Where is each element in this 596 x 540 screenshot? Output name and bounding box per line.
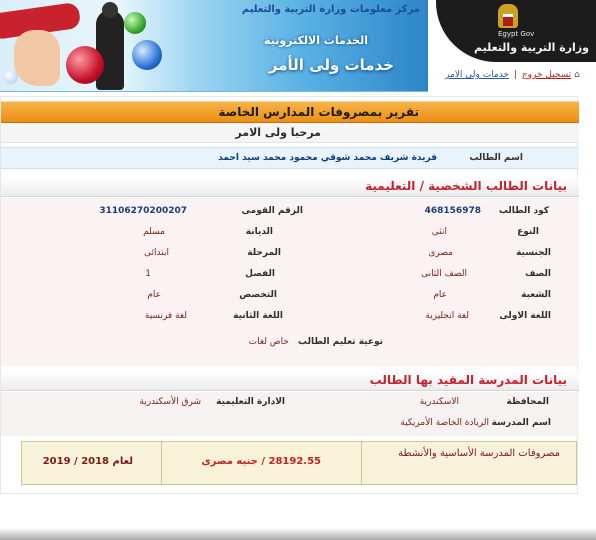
top-nav-links [445, 70, 584, 80]
white-orb-icon [4, 70, 18, 84]
division-label: الشعبة [521, 290, 551, 300]
green-orb-icon [124, 12, 146, 34]
personal-info-panel [1, 198, 579, 366]
national-id-label: الرقم القومى [241, 206, 303, 216]
welcome-bar [1, 123, 579, 143]
religion-value: مسلم [143, 227, 165, 237]
banner-org-text: مركز معلومات وزارة التربية والتعليم [241, 4, 420, 15]
fees-year-cell [22, 442, 162, 484]
ministry-name: وزارة التربية والتعليم [474, 41, 589, 54]
division-value: عام [433, 290, 447, 300]
first-language-label: اللغة الاولى [499, 311, 551, 321]
gender-value: انثى [431, 227, 447, 237]
governorate-value: الاسكندرية [419, 397, 459, 407]
fees-label-cell [362, 442, 576, 484]
banner-person-graphic [96, 10, 124, 90]
report-title: تقرير بمصروفات المدارس الخاصة [218, 105, 419, 119]
banner-hand-graphic [14, 30, 60, 86]
student-name-row [1, 147, 579, 169]
school-section-title: بيانات المدرسة المقيد بها الطالب [369, 373, 567, 387]
fees-summary-box [21, 441, 577, 485]
school-name-label: اسم المدرسة [491, 418, 551, 428]
second-language-label: اللغة الثانية [233, 311, 283, 321]
grade-value: الصف الثانى [421, 269, 467, 279]
fees-report [0, 96, 578, 494]
grade-label: الصف [524, 269, 551, 279]
education-admin-label: الادارة التعليمية [216, 397, 285, 407]
personal-section-header [1, 177, 579, 197]
stage-label: المرحلة [247, 248, 281, 258]
home-icon[interactable]: ⌂ [574, 70, 580, 80]
red-orb-icon [66, 46, 104, 84]
governorate-label: المحافظة [506, 397, 549, 407]
education-type-value: خاص لغات [248, 337, 289, 347]
second-language-value: لغة فرنسية [144, 311, 187, 321]
religion-label: الديانة [245, 227, 273, 237]
parent-services-link[interactable]: خدمات ولى الامر [445, 70, 510, 80]
nationality-label: الجنسية [516, 248, 551, 258]
blue-orb-icon [132, 40, 162, 70]
student-code-label: كود الطالب [498, 206, 549, 216]
fees-amount: 28192.55 / جنيه مصرى [201, 456, 321, 467]
education-admin-value: شرق الأسكندرية [139, 397, 201, 407]
link-separator: | [513, 70, 517, 80]
gender-label: النوع [517, 227, 539, 237]
fees-year: لعام 2018 / 2019 [42, 456, 133, 467]
banner-title: خدمات ولى الأمر [268, 56, 394, 74]
stage-value: ابتدائى [144, 248, 169, 258]
bottom-edge-shadow [0, 528, 596, 540]
specialization-value: عام [147, 290, 161, 300]
school-name-value: الريادة الخاصة الأمريكية [400, 418, 489, 428]
first-language-value: لغة انجليزية [425, 311, 469, 321]
banner-subtitle: الخدمات الالكترونية [264, 34, 368, 47]
education-type-label: نوعية تعليم الطالب [298, 337, 383, 347]
class-value: 1 [145, 269, 151, 279]
personal-section-title: بيانات الطالب الشخصية / التعليمية [365, 179, 567, 193]
eagle-emblem-icon [498, 4, 518, 28]
fees-amount-cell [162, 442, 362, 484]
specialization-label: التخصص [239, 290, 277, 300]
school-section-header [1, 371, 579, 391]
student-name-value: فريدة شريف محمد شوقي محمود محمد سيد احمد [218, 153, 437, 163]
services-banner [0, 0, 428, 92]
nationality-value: مصرى [428, 248, 453, 258]
fees-label: مصروفات المدرسة الأساسية والأنشطة [398, 448, 560, 459]
report-title-bar [1, 101, 579, 123]
national-id-value: 31106270200207 [99, 206, 187, 216]
school-info-panel [1, 392, 579, 436]
class-label: الفصل [245, 269, 275, 279]
page-header [0, 0, 596, 92]
student-code-value: 468156978 [424, 206, 481, 216]
welcome-text: مرحبا ولى الامر [235, 126, 321, 139]
ministry-gov-text: Egypt Gov [498, 30, 535, 38]
student-name-label: اسم الطالب [469, 153, 523, 163]
logout-link[interactable]: تسجيل خروج [521, 70, 572, 80]
